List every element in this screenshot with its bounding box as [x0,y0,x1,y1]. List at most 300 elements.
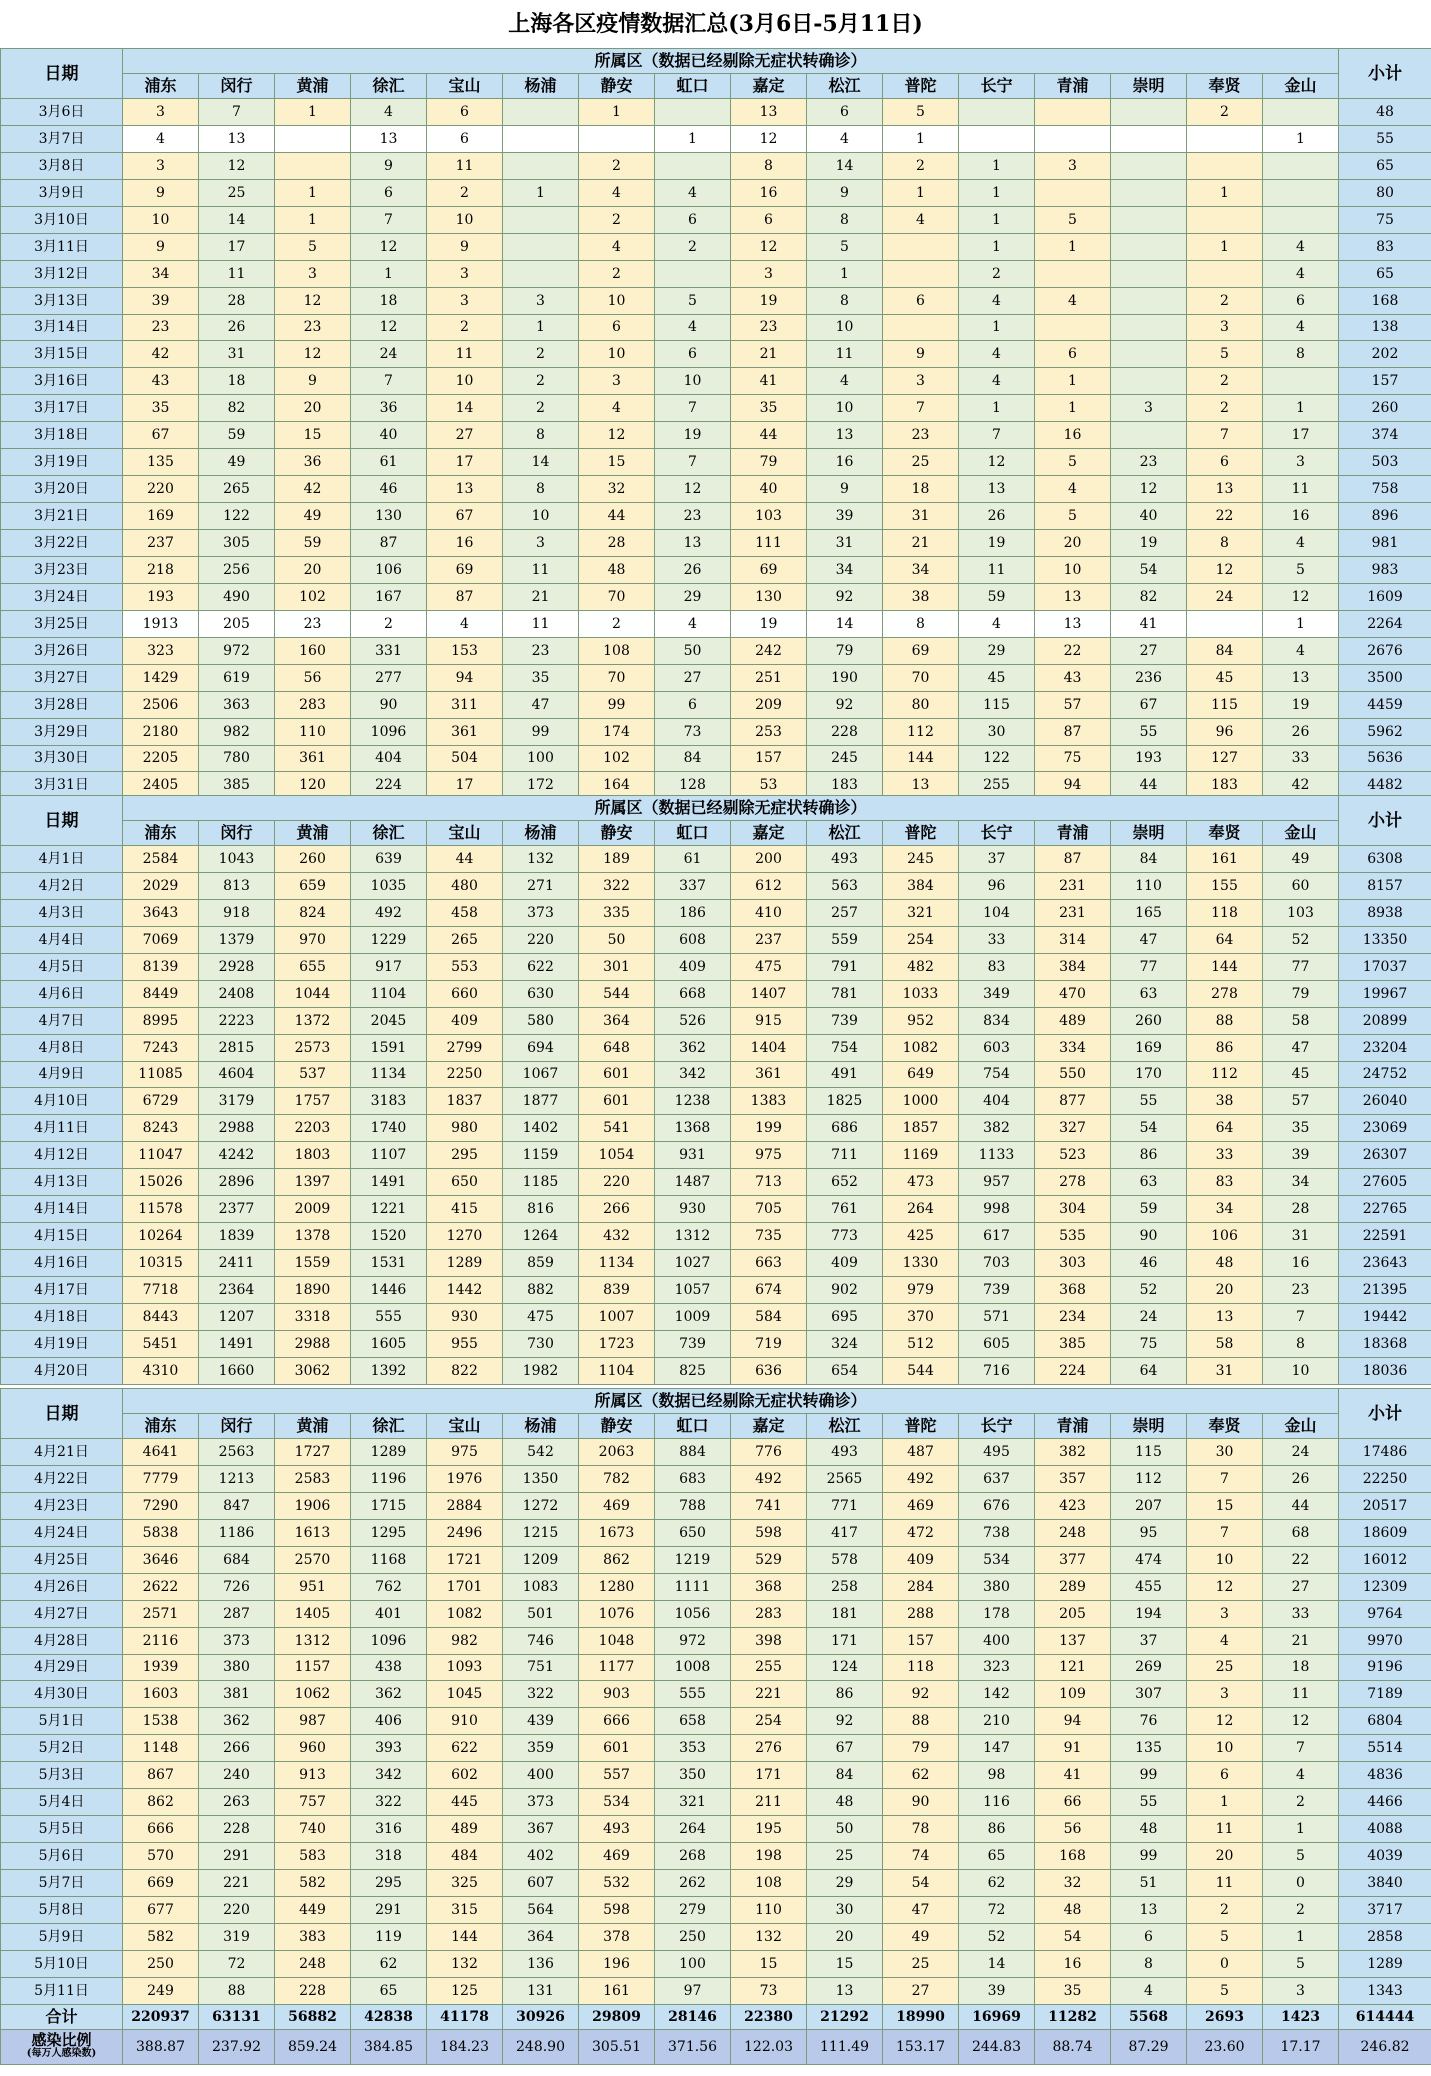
value-cell: 660 [427,980,503,1007]
value-cell: 248 [275,1950,351,1977]
value-cell: 2063 [579,1439,655,1466]
value-cell: 5 [1263,1843,1339,1870]
data-table-section [0,795,1431,1385]
value-cell: 76 [1111,1708,1187,1735]
value-cell: 406 [351,1708,427,1735]
value-cell: 362 [655,1034,731,1061]
date-cell: 5月1日 [1,1708,123,1735]
date-cell: 5月6日 [1,1843,123,1870]
value-cell: 1 [959,152,1035,179]
date-cell: 4月18日 [1,1303,123,1330]
value-cell: 73 [731,1977,807,2004]
value-cell: 6 [883,287,959,314]
value-cell: 529 [731,1546,807,1573]
district-header: 静安 [579,74,655,99]
value-cell: 14 [427,395,503,422]
value-cell: 410 [731,899,807,926]
subtotal-cell: 260 [1339,395,1431,422]
value-cell: 43 [123,368,199,395]
value-cell: 619 [199,664,275,691]
value-cell: 2250 [427,1061,503,1088]
value-cell: 37 [1111,1627,1187,1654]
value-cell: 62 [351,1950,427,1977]
value-cell: 64 [1187,1115,1263,1142]
value-cell: 598 [731,1519,807,1546]
value-cell: 144 [883,745,959,772]
value-cell: 264 [883,1196,959,1223]
value-cell: 120 [275,772,351,799]
date-cell: 5月3日 [1,1762,123,1789]
value-cell: 370 [883,1303,959,1330]
value-cell: 1096 [351,1627,427,1654]
value-cell: 94 [1035,772,1111,799]
value-cell: 3646 [123,1546,199,1573]
table-row [1,1330,1431,1357]
value-cell: 6 [1111,1923,1187,1950]
value-cell: 738 [959,1519,1035,1546]
value-cell: 18 [1263,1654,1339,1681]
value-cell: 639 [351,846,427,873]
value-cell: 13 [807,1977,883,2004]
table-row [1,1034,1431,1061]
value-cell: 67 [807,1735,883,1762]
value-cell: 5 [1035,503,1111,530]
value-cell: 196 [579,1950,655,1977]
district-header: 普陀 [883,74,959,99]
value-cell: 160 [275,637,351,664]
value-cell: 43 [1035,664,1111,691]
value-cell: 1372 [275,1007,351,1034]
value-cell: 1148 [123,1735,199,1762]
value-cell: 122 [959,745,1035,772]
value-cell: 234 [1035,1303,1111,1330]
value-cell: 18 [199,368,275,395]
value-cell: 27 [427,422,503,449]
value-cell: 1727 [275,1439,351,1466]
value-cell: 194 [1111,1600,1187,1627]
value-cell: 1673 [579,1519,655,1546]
value-cell: 102 [579,745,655,772]
value-cell: 49 [1263,846,1339,873]
value-cell: 3 [1035,152,1111,179]
value-cell: 475 [503,1303,579,1330]
value-cell: 663 [731,1250,807,1277]
value-cell: 357 [1035,1465,1111,1492]
value-cell: 1044 [275,980,351,1007]
date-cell: 5月2日 [1,1735,123,1762]
subtotal-cell: 19967 [1339,980,1431,1007]
value-cell: 409 [807,1250,883,1277]
value-cell: 982 [427,1627,503,1654]
table-row [1,1950,1431,1977]
value-cell: 28 [1263,1196,1339,1223]
table-row [1,99,1431,126]
value-cell: 10 [123,206,199,233]
value-cell: 254 [731,1708,807,1735]
value-cell: 1 [579,99,655,126]
value-cell: 68 [1263,1519,1339,1546]
value-cell: 14 [503,449,579,476]
value-cell: 127 [1187,745,1263,772]
value-cell: 283 [275,691,351,718]
value-cell: 1272 [503,1492,579,1519]
value-cell: 1 [883,125,959,152]
value-cell: 327 [1035,1115,1111,1142]
value-cell: 2405 [123,772,199,799]
value-cell: 157 [883,1627,959,1654]
date-cell: 5月4日 [1,1789,123,1816]
subtotal-header: 小计 [1339,1389,1431,1439]
value-cell: 381 [199,1681,275,1708]
table-row [1,610,1431,637]
value-cell: 303 [1035,1250,1111,1277]
value-cell: 1 [1187,233,1263,260]
value-cell: 2583 [275,1465,351,1492]
value-cell: 9 [123,179,199,206]
value-cell: 64 [1111,1357,1187,1384]
ratio-cell: 153.17 [883,2029,959,2064]
value-cell: 654 [807,1357,883,1384]
value-cell: 713 [731,1169,807,1196]
value-cell: 47 [503,691,579,718]
value-cell: 469 [883,1492,959,1519]
district-header: 杨浦 [503,74,579,99]
value-cell: 38 [1187,1088,1263,1115]
value-cell: 1104 [351,980,427,1007]
subtotal-cell: 13350 [1339,926,1431,953]
value-cell [959,125,1035,152]
value-cell: 8 [731,152,807,179]
value-cell: 3 [427,287,503,314]
value-cell: 11 [427,341,503,368]
value-cell: 1083 [503,1573,579,1600]
value-cell: 106 [1187,1223,1263,1250]
date-cell: 4月1日 [1,846,123,873]
district-header: 宝山 [427,74,503,99]
table-row [1,1277,1431,1304]
value-cell: 9 [275,368,351,395]
date-cell: 5月9日 [1,1923,123,1950]
value-cell: 23 [275,314,351,341]
subtotal-cell: 374 [1339,422,1431,449]
value-cell: 824 [275,899,351,926]
subtotal-cell: 168 [1339,287,1431,314]
subtotal-cell: 83 [1339,233,1431,260]
value-cell: 10 [427,368,503,395]
value-cell: 40 [731,476,807,503]
value-cell: 1 [959,179,1035,206]
value-cell: 1379 [199,926,275,953]
value-cell: 221 [731,1681,807,1708]
subtotal-cell: 65 [1339,260,1431,287]
value-cell: 7290 [123,1492,199,1519]
value-cell: 3 [579,368,655,395]
value-cell: 484 [427,1843,503,1870]
table-row [1,1573,1431,1600]
value-cell: 90 [1111,1223,1187,1250]
value-cell: 6 [427,99,503,126]
value-cell: 77 [1111,953,1187,980]
value-cell: 323 [123,637,199,664]
value-cell: 2 [1187,287,1263,314]
date-cell: 5月10日 [1,1950,123,1977]
value-cell: 1605 [351,1330,427,1357]
value-cell: 1215 [503,1519,579,1546]
value-cell: 1312 [275,1627,351,1654]
value-cell: 231 [1035,872,1111,899]
district-header: 崇明 [1111,74,1187,99]
value-cell: 13 [199,125,275,152]
table-row [1,1061,1431,1088]
value-cell: 3318 [275,1303,351,1330]
value-cell: 1196 [351,1465,427,1492]
value-cell: 458 [427,899,503,926]
value-cell: 2573 [275,1034,351,1061]
value-cell: 859 [503,1250,579,1277]
value-cell: 12 [579,422,655,449]
value-cell: 2496 [427,1519,503,1546]
subtotal-cell: 12309 [1339,1573,1431,1600]
value-cell: 677 [123,1896,199,1923]
table-row [1,260,1431,287]
value-cell: 782 [579,1465,655,1492]
value-cell: 2928 [199,953,275,980]
value-cell: 3 [1187,1600,1263,1627]
subtotal-cell: 202 [1339,341,1431,368]
value-cell [1035,125,1111,152]
value-cell: 87 [1035,718,1111,745]
value-cell: 362 [351,1681,427,1708]
value-cell: 726 [199,1573,275,1600]
subtotal-cell: 20899 [1339,1007,1431,1034]
value-cell: 10 [1187,1735,1263,1762]
value-cell: 255 [731,1654,807,1681]
value-cell: 1133 [959,1142,1035,1169]
value-cell [1111,341,1187,368]
subtotal-cell: 2858 [1339,1923,1431,1950]
value-cell: 2 [579,152,655,179]
value-cell: 251 [731,664,807,691]
subtotal-cell: 16012 [1339,1546,1431,1573]
value-cell: 195 [731,1816,807,1843]
value-cell: 674 [731,1277,807,1304]
value-cell [1187,260,1263,287]
value-cell: 559 [807,926,883,953]
value-cell: 22 [1035,637,1111,664]
value-cell: 210 [959,1708,1035,1735]
value-cell: 1270 [427,1223,503,1250]
value-cell: 73 [655,718,731,745]
district-header: 静安 [579,1414,655,1439]
value-cell: 91 [1035,1735,1111,1762]
value-cell: 1096 [351,718,427,745]
value-cell [1187,206,1263,233]
total-cell: 56882 [275,2004,351,2029]
value-cell: 10264 [123,1223,199,1250]
value-cell: 22 [1263,1546,1339,1573]
date-cell: 4月16日 [1,1250,123,1277]
value-cell: 54 [883,1870,959,1897]
data-table-section [0,48,1431,799]
value-cell: 472 [883,1519,959,1546]
district-header: 虹口 [655,1414,731,1439]
value-cell: 23 [1111,449,1187,476]
value-cell: 132 [427,1950,503,1977]
value-cell: 104 [959,899,1035,926]
value-cell: 404 [959,1088,1035,1115]
value-cell: 1 [1187,179,1263,206]
value-cell: 11578 [123,1196,199,1223]
value-cell: 128 [655,772,731,799]
table-row [1,1762,1431,1789]
value-cell: 684 [199,1546,275,1573]
value-cell: 578 [807,1546,883,1573]
district-header: 浦东 [123,821,199,846]
value-cell: 382 [959,1115,1035,1142]
value-cell: 1 [351,260,427,287]
value-cell: 415 [427,1196,503,1223]
value-cell: 754 [959,1061,1035,1088]
value-cell: 48 [579,556,655,583]
value-cell: 5 [1035,206,1111,233]
value-cell: 2 [1187,99,1263,126]
value-cell: 1168 [351,1546,427,1573]
subtotal-cell: 75 [1339,206,1431,233]
value-cell: 34 [807,556,883,583]
value-cell: 10 [579,287,655,314]
district-header: 闵行 [199,74,275,99]
value-cell: 122 [199,503,275,530]
value-cell: 249 [123,1977,199,2004]
value-cell: 2045 [351,1007,427,1034]
value-cell: 7 [883,395,959,422]
value-cell: 404 [351,745,427,772]
value-cell: 11 [503,556,579,583]
value-cell: 16 [731,179,807,206]
value-cell: 2009 [275,1196,351,1223]
value-cell: 6 [1035,341,1111,368]
value-cell: 3183 [351,1088,427,1115]
value-cell: 1890 [275,1277,351,1304]
value-cell: 4 [579,179,655,206]
value-cell: 480 [427,872,503,899]
value-cell: 3179 [199,1088,275,1115]
value-cell: 307 [1111,1681,1187,1708]
ratio-cell: 388.87 [123,2029,199,2064]
value-cell: 6 [427,125,503,152]
value-cell: 19 [959,530,1035,557]
value-cell: 2203 [275,1115,351,1142]
value-cell: 20 [1187,1843,1263,1870]
value-cell: 12 [351,233,427,260]
value-cell: 1857 [883,1115,959,1142]
value-cell: 1207 [199,1303,275,1330]
value-cell: 8 [1263,341,1339,368]
value-cell: 295 [351,1870,427,1897]
value-cell: 813 [199,872,275,899]
district-header: 奉贤 [1187,821,1263,846]
value-cell: 130 [731,583,807,610]
value-cell [883,314,959,341]
total-cell: 5568 [1111,2004,1187,2029]
value-cell: 822 [427,1357,503,1384]
value-cell: 2 [579,206,655,233]
value-cell: 605 [959,1330,1035,1357]
value-cell: 669 [123,1870,199,1897]
value-cell: 19 [731,287,807,314]
value-cell: 384 [1035,953,1111,980]
date-cell: 3月30日 [1,745,123,772]
table-row [1,1250,1431,1277]
total-cell: 28146 [655,2004,731,2029]
value-cell: 27 [883,1977,959,2004]
value-cell [1111,179,1187,206]
value-cell: 2029 [123,872,199,899]
value-cell: 12 [959,449,1035,476]
value-cell: 385 [1035,1330,1111,1357]
district-header: 崇明 [1111,821,1187,846]
value-cell: 364 [503,1923,579,1950]
value-cell: 3643 [123,899,199,926]
value-cell: 55 [1111,1088,1187,1115]
value-cell: 1 [959,314,1035,341]
value-cell: 48 [807,1789,883,1816]
value-cell: 373 [503,1789,579,1816]
value-cell: 1591 [351,1034,427,1061]
value-cell: 23 [503,637,579,664]
total-cell: 30926 [503,2004,579,2029]
value-cell: 7 [1187,422,1263,449]
value-cell: 74 [883,1843,959,1870]
value-cell: 1 [655,125,731,152]
date-cell: 4月4日 [1,926,123,953]
value-cell: 19 [655,422,731,449]
value-cell: 31 [199,341,275,368]
value-cell: 930 [655,1196,731,1223]
value-cell: 492 [731,1465,807,1492]
value-cell: 23 [883,422,959,449]
value-cell: 6 [579,314,655,341]
value-cell: 92 [807,691,883,718]
value-cell: 649 [883,1061,959,1088]
value-cell: 11 [1187,1816,1263,1843]
value-cell: 553 [427,953,503,980]
date-cell: 3月14日 [1,314,123,341]
value-cell: 1238 [655,1088,731,1115]
date-cell: 4月29日 [1,1654,123,1681]
value-cell: 45 [959,664,1035,691]
value-cell: 34 [883,556,959,583]
value-cell: 532 [579,1870,655,1897]
value-cell: 741 [731,1492,807,1519]
date-cell: 3月6日 [1,99,123,126]
value-cell: 99 [1111,1843,1187,1870]
date-cell: 5月8日 [1,1896,123,1923]
value-cell: 1 [1263,610,1339,637]
value-cell: 439 [503,1708,579,1735]
subtotal-cell: 6804 [1339,1708,1431,1735]
date-cell: 3月29日 [1,718,123,745]
value-cell: 189 [579,846,655,873]
value-cell: 50 [807,1816,883,1843]
value-cell: 27 [1263,1573,1339,1600]
value-cell: 52 [1111,1277,1187,1304]
value-cell: 237 [123,530,199,557]
value-cell: 3 [1263,449,1339,476]
table-row [1,287,1431,314]
value-cell: 335 [579,899,655,926]
subtotal-cell: 27605 [1339,1169,1431,1196]
